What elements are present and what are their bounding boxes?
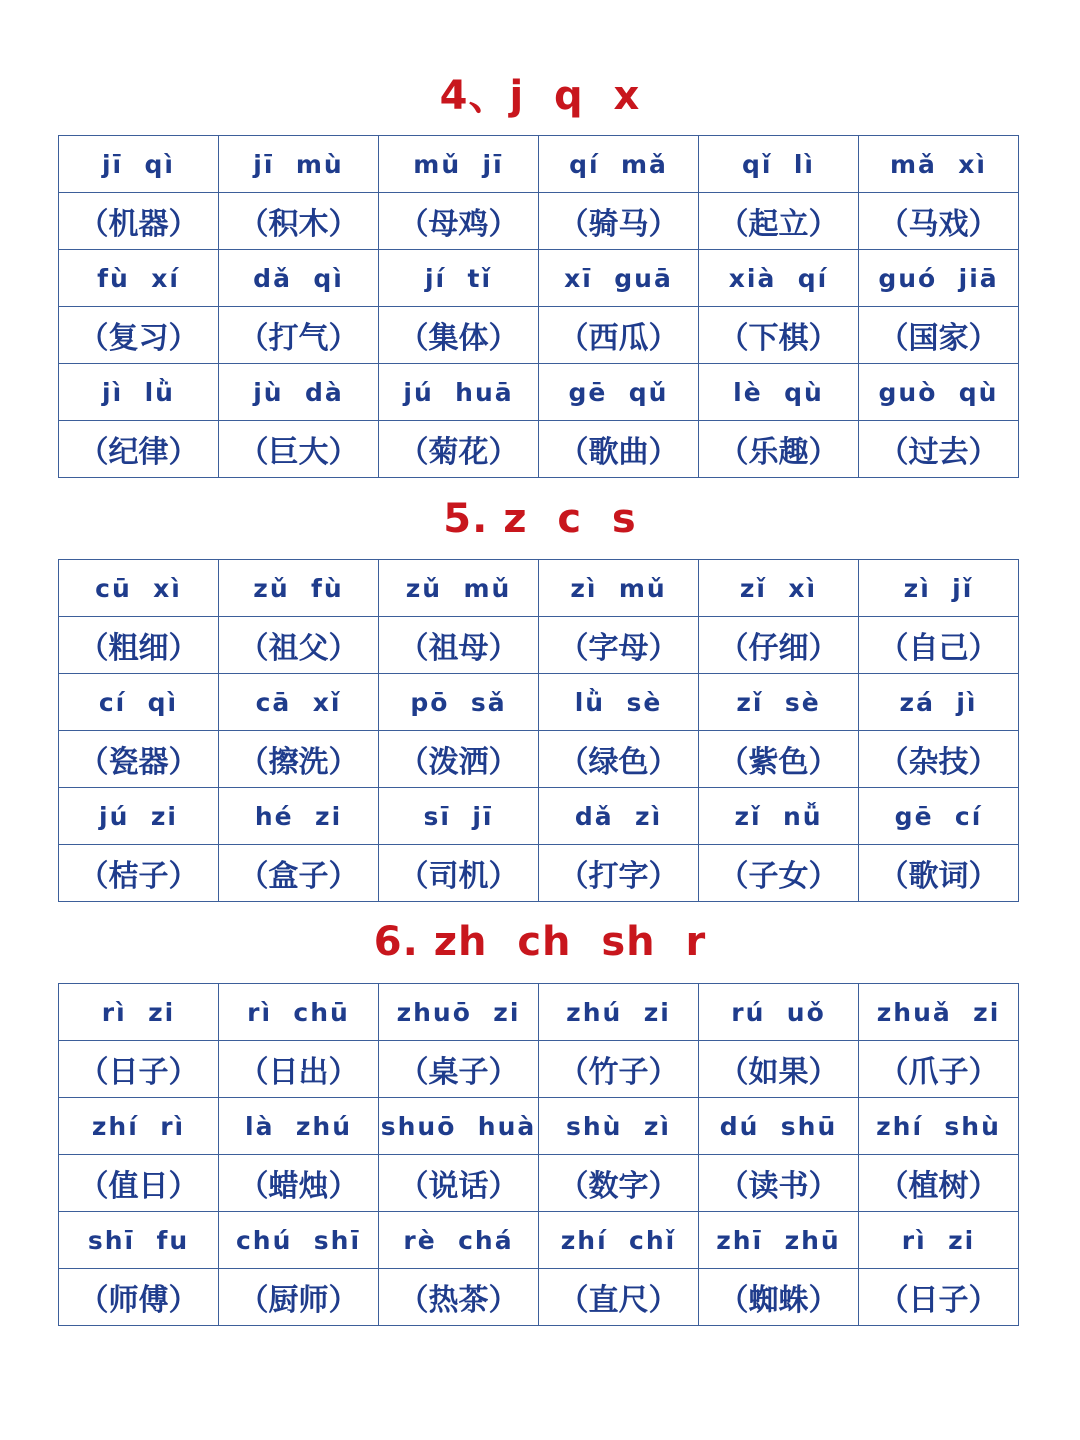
pinyin-cell: rè chá xyxy=(379,1212,539,1269)
pinyin-cell: dǎ qì xyxy=(219,250,379,307)
hanzi-cell: （日子） xyxy=(59,1041,219,1098)
pinyin-cell: qǐ lì xyxy=(699,136,859,193)
hanzi-cell: （下棋） xyxy=(699,307,859,364)
hanzi-cell: （绿色） xyxy=(539,731,699,788)
pinyin-cell: dǎ zì xyxy=(539,788,699,845)
hanzi-cell: （瓷器） xyxy=(59,731,219,788)
section-title-5: 5. z c s xyxy=(443,496,637,542)
section-table-6 xyxy=(58,983,1019,1326)
hanzi-cell: （热茶） xyxy=(379,1269,539,1326)
pinyin-cell: zhuǎ zi xyxy=(859,984,1019,1041)
hanzi-cell: （说话） xyxy=(379,1155,539,1212)
pinyin-cell: hé zi xyxy=(219,788,379,845)
pinyin-cell: fù xí xyxy=(59,250,219,307)
pinyin-row xyxy=(59,984,1019,1041)
hanzi-row xyxy=(59,845,1019,902)
pinyin-cell: zǔ fù xyxy=(219,560,379,617)
pinyin-cell: lè qù xyxy=(699,364,859,421)
hanzi-row xyxy=(59,1041,1019,1098)
hanzi-cell: （日子） xyxy=(859,1269,1019,1326)
hanzi-cell: （乐趣） xyxy=(699,421,859,478)
hanzi-cell: （祖母） xyxy=(379,617,539,674)
hanzi-cell: （竹子） xyxy=(539,1041,699,1098)
hanzi-row xyxy=(59,193,1019,250)
pinyin-cell: shuō huà xyxy=(379,1098,539,1155)
pinyin-cell: chú shī xyxy=(219,1212,379,1269)
hanzi-cell: （机器） xyxy=(59,193,219,250)
pinyin-cell: zhuō zi xyxy=(379,984,539,1041)
hanzi-row xyxy=(59,307,1019,364)
hanzi-cell: （骑马） xyxy=(539,193,699,250)
pinyin-cell: zá jì xyxy=(859,674,1019,731)
pinyin-cell: xià qí xyxy=(699,250,859,307)
pinyin-row xyxy=(59,136,1019,193)
pinyin-cell: rì chū xyxy=(219,984,379,1041)
section-table-5 xyxy=(58,559,1019,902)
pinyin-cell: zhī zhū xyxy=(699,1212,859,1269)
hanzi-cell: （植树） xyxy=(859,1155,1019,1212)
pinyin-cell: là zhú xyxy=(219,1098,379,1155)
hanzi-cell: （马戏） xyxy=(859,193,1019,250)
hanzi-cell: （歌词） xyxy=(859,845,1019,902)
hanzi-row xyxy=(59,1269,1019,1326)
hanzi-cell: （集体） xyxy=(379,307,539,364)
hanzi-cell: （国家） xyxy=(859,307,1019,364)
hanzi-cell: （祖父） xyxy=(219,617,379,674)
pinyin-row xyxy=(59,788,1019,845)
pinyin-cell: zǐ xì xyxy=(699,560,859,617)
pinyin-cell: zì mǔ xyxy=(539,560,699,617)
hanzi-cell: （积木） xyxy=(219,193,379,250)
hanzi-cell: （粗细） xyxy=(59,617,219,674)
hanzi-row xyxy=(59,617,1019,674)
pinyin-cell: zǐ sè xyxy=(699,674,859,731)
hanzi-cell: （司机） xyxy=(379,845,539,902)
pinyin-cell: jú zi xyxy=(59,788,219,845)
hanzi-cell: （擦洗） xyxy=(219,731,379,788)
hanzi-cell: （桔子） xyxy=(59,845,219,902)
hanzi-cell: （蜡烛） xyxy=(219,1155,379,1212)
hanzi-cell: （自己） xyxy=(859,617,1019,674)
hanzi-cell: （盒子） xyxy=(219,845,379,902)
hanzi-cell: （厨师） xyxy=(219,1269,379,1326)
hanzi-row xyxy=(59,421,1019,478)
pinyin-cell: zhí chǐ xyxy=(539,1212,699,1269)
hanzi-cell: （桌子） xyxy=(379,1041,539,1098)
hanzi-cell: （杂技） xyxy=(859,731,1019,788)
hanzi-cell: （爪子） xyxy=(859,1041,1019,1098)
pinyin-cell: cí qì xyxy=(59,674,219,731)
hanzi-cell: （打气） xyxy=(219,307,379,364)
hanzi-cell: （过去） xyxy=(859,421,1019,478)
hanzi-row xyxy=(59,731,1019,788)
hanzi-cell: （师傅） xyxy=(59,1269,219,1326)
pinyin-cell: guó jiā xyxy=(859,250,1019,307)
section-title-6: 6. zh ch sh r xyxy=(373,919,707,965)
pinyin-cell: xī guā xyxy=(539,250,699,307)
pinyin-row xyxy=(59,560,1019,617)
pinyin-cell: shù zì xyxy=(539,1098,699,1155)
hanzi-cell: （泼洒） xyxy=(379,731,539,788)
pinyin-cell: cū xì xyxy=(59,560,219,617)
pinyin-cell: pō sǎ xyxy=(379,674,539,731)
pinyin-cell: jī qì xyxy=(59,136,219,193)
pinyin-row xyxy=(59,364,1019,421)
hanzi-cell: （巨大） xyxy=(219,421,379,478)
pinyin-cell: jì lǜ xyxy=(59,364,219,421)
pinyin-cell: shī fu xyxy=(59,1212,219,1269)
pinyin-cell: zhú zi xyxy=(539,984,699,1041)
pinyin-cell: mǔ jī xyxy=(379,136,539,193)
pinyin-cell: rì zi xyxy=(59,984,219,1041)
pinyin-cell: gē cí xyxy=(859,788,1019,845)
pinyin-cell: rì zi xyxy=(859,1212,1019,1269)
hanzi-cell: （仔细） xyxy=(699,617,859,674)
pinyin-cell: jù dà xyxy=(219,364,379,421)
hanzi-cell: （西瓜） xyxy=(539,307,699,364)
pinyin-cell: zì jǐ xyxy=(859,560,1019,617)
hanzi-cell: （起立） xyxy=(699,193,859,250)
pinyin-cell: zhí shù xyxy=(859,1098,1019,1155)
hanzi-cell: （蜘蛛） xyxy=(699,1269,859,1326)
pinyin-cell: dú shū xyxy=(699,1098,859,1155)
pinyin-cell: jī mù xyxy=(219,136,379,193)
pinyin-cell: cā xǐ xyxy=(219,674,379,731)
pinyin-cell: zhí rì xyxy=(59,1098,219,1155)
hanzi-cell: （母鸡） xyxy=(379,193,539,250)
hanzi-cell: （日出） xyxy=(219,1041,379,1098)
pinyin-cell: rú uǒ xyxy=(699,984,859,1041)
pinyin-cell: mǎ xì xyxy=(859,136,1019,193)
hanzi-cell: （紫色） xyxy=(699,731,859,788)
pinyin-row xyxy=(59,1212,1019,1269)
hanzi-cell: （如果） xyxy=(699,1041,859,1098)
pinyin-cell: gē qǔ xyxy=(539,364,699,421)
hanzi-cell: （直尺） xyxy=(539,1269,699,1326)
pinyin-row xyxy=(59,250,1019,307)
hanzi-cell: （读书） xyxy=(699,1155,859,1212)
pinyin-cell: sī jī xyxy=(379,788,539,845)
hanzi-row xyxy=(59,1155,1019,1212)
pinyin-row xyxy=(59,674,1019,731)
section-table-4 xyxy=(58,135,1019,478)
pinyin-cell: qí mǎ xyxy=(539,136,699,193)
hanzi-cell: （歌曲） xyxy=(539,421,699,478)
pinyin-cell: guò qù xyxy=(859,364,1019,421)
hanzi-cell: （菊花） xyxy=(379,421,539,478)
pinyin-cell: zǔ mǔ xyxy=(379,560,539,617)
hanzi-cell: （字母） xyxy=(539,617,699,674)
hanzi-cell: （复习） xyxy=(59,307,219,364)
pinyin-cell: zǐ nǚ xyxy=(699,788,859,845)
hanzi-cell: （数字） xyxy=(539,1155,699,1212)
hanzi-cell: （纪律） xyxy=(59,421,219,478)
section-title-4: 4、j q x xyxy=(439,73,641,119)
hanzi-cell: （子女） xyxy=(699,845,859,902)
pinyin-row xyxy=(59,1098,1019,1155)
hanzi-cell: （打字） xyxy=(539,845,699,902)
hanzi-cell: （值日） xyxy=(59,1155,219,1212)
pinyin-cell: jí tǐ xyxy=(379,250,539,307)
pinyin-cell: jú huā xyxy=(379,364,539,421)
pinyin-cell: lǜ sè xyxy=(539,674,699,731)
